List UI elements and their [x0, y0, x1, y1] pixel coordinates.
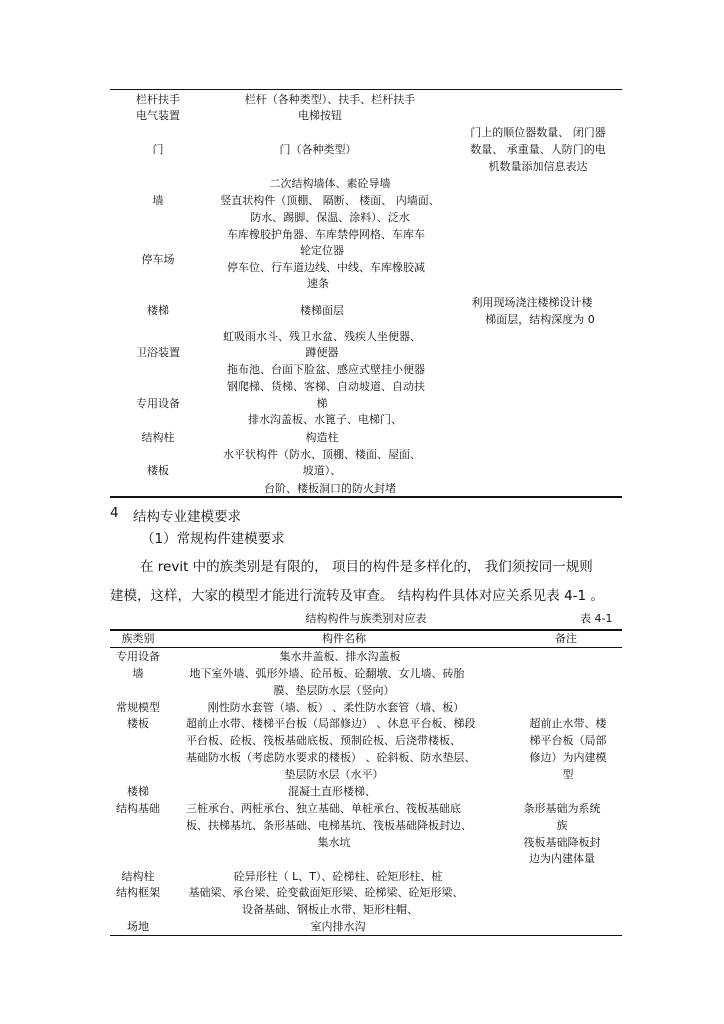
- category-cell: 专用设备: [136, 397, 180, 410]
- component-cell: 钢爬梯、货梯、客梯、自动坡道、自动扶: [227, 380, 425, 393]
- paragraph-line: 建模，这样，大家的模型才能进行流转及审查。 结构构件具体对应关系见表 4-1 。: [110, 588, 604, 604]
- table-caption: 结构构件与族类别对应表: [305, 612, 427, 625]
- note-cell: 族: [556, 819, 568, 832]
- note-cell: 数量、 承重量、人防门的电: [470, 143, 606, 156]
- category-cell: 卫浴装置: [136, 346, 180, 359]
- component-cell: 超前止水带、楼梯平台板（局部修边） 、休息平台板、梯段: [186, 717, 476, 730]
- category-cell: 墙: [132, 667, 144, 680]
- component-cell: 设备基础、钢板止水带、矩形柱帽、: [242, 903, 418, 916]
- category-cell: 墙: [152, 194, 164, 207]
- category-cell: 楼梯: [127, 785, 149, 798]
- component-cell: 砼异形柱（ L、T）、砼梯柱、砼矩形柱、桩: [233, 870, 443, 883]
- component-cell: 速条: [307, 277, 329, 290]
- category-cell: 停车场: [141, 253, 175, 266]
- category-cell: 场地: [127, 920, 149, 933]
- component-cell: 室内排水沟: [310, 920, 366, 933]
- component-cell: 基础防水板（考虑防水要求的楼板） 、砼斜板、防水垫层、: [186, 751, 476, 764]
- component-cell: 集水井盖板、排水沟盖板: [279, 650, 401, 663]
- category-cell: 电气装置: [136, 109, 180, 122]
- top-table-rule-bottom: [110, 496, 622, 498]
- category-cell: 专用设备: [116, 650, 160, 663]
- note-cell: 利用现场浇注楼梯设计楼: [471, 296, 593, 309]
- section-number: 4: [110, 505, 119, 521]
- component-cell: 竖直状构件（顶棚、 隔断、 楼面、 内墙面、: [220, 194, 440, 207]
- component-cell: 台阶、楼板洞口的防火封堵: [264, 482, 396, 495]
- note-cell: 修边）为内建模: [529, 751, 607, 764]
- component-cell: 拖布池、台面下脸盆、感应式壁挂小便器: [227, 363, 425, 376]
- component-cell: 梯: [316, 397, 328, 410]
- table-number: 表 4-1: [580, 612, 613, 625]
- component-cell: 楼梯面层: [300, 304, 344, 317]
- component-cell: 排水沟盖板、水篦子、电梯门、: [248, 413, 402, 426]
- table-rule-top: [110, 629, 622, 631]
- component-cell: 三桩承台、两桩承台、独立基础、单桩承台、筏板基础底: [186, 802, 461, 815]
- component-cell: 门（各种类型）: [279, 143, 357, 156]
- category-cell: 楼板: [127, 717, 149, 730]
- note-cell: 机数量添加信息表达: [488, 160, 588, 173]
- component-cell: 蹲便器: [305, 346, 339, 359]
- section-title: 结构专业建模要求: [133, 509, 241, 525]
- note-cell: 条形基础为系统: [523, 802, 601, 815]
- component-cell: 电梯按钮: [298, 109, 342, 122]
- category-cell: 楼梯: [147, 304, 169, 317]
- category-cell: 楼板: [147, 464, 169, 477]
- component-cell: 混凝土直形楼梯、: [288, 785, 376, 798]
- component-cell: 垫层防水层（水平）: [284, 768, 384, 781]
- component-cell: 集水坑: [317, 836, 351, 849]
- component-cell: 车库橡胶护角器、车库禁停网格、车库车: [227, 228, 425, 241]
- table-header: 族类别: [121, 632, 155, 645]
- component-cell: 停车位、行车道边线、中线、车库橡胶减: [227, 261, 425, 274]
- category-cell: 门: [152, 143, 164, 156]
- component-cell: 坡道）、: [302, 464, 342, 477]
- category-cell: 结构柱: [141, 431, 175, 444]
- component-cell: 刚性防水套管（墙、板） 、柔性防水套管（墙、板）: [207, 701, 465, 714]
- category-cell: 栏杆扶手: [136, 93, 180, 106]
- category-cell: 结构框架: [116, 886, 160, 899]
- component-cell: 轮定位器: [300, 244, 344, 257]
- note-cell: 门上的顺位器数量、 闭门器: [470, 126, 606, 139]
- subsection-title: （1）常规构件建模要求: [141, 531, 285, 547]
- component-cell: 地下室外墙、弧形外墙、砼吊板、砼翻墩、女儿墙、砖胎: [189, 667, 465, 680]
- paragraph-line: 在 revit 中的族类别是有限的， 项目的构件是多样化的， 我们须按同一规则: [140, 559, 593, 575]
- component-cell: 栏杆（各种类型）、扶手、栏杆扶手: [244, 93, 416, 106]
- category-cell: 结构柱: [121, 870, 155, 883]
- note-cell: 超前止水带、楼: [529, 717, 607, 730]
- component-cell: 板、扶梯基坑、条形基础、电梯基坑、筏板基础降板封边、: [186, 819, 472, 832]
- component-cell: 水平状构件（防水、顶棚、楼面、屋面、: [223, 448, 421, 461]
- category-cell: 常规模型: [116, 701, 160, 714]
- component-cell: 防水、踢脚、保温、涂料）、泛水: [250, 211, 410, 224]
- table-rule-bottom: [110, 935, 622, 936]
- component-cell: 构造柱: [305, 431, 339, 444]
- table-header: 备注: [555, 632, 577, 645]
- component-cell: 虹吸雨水斗、残卫水盆、残疾人坐便器、: [223, 330, 421, 343]
- note-cell: 边为内建体量: [529, 852, 595, 865]
- top-table-rule-top: [110, 89, 622, 90]
- note-cell: 筏板基础降板封: [523, 836, 601, 849]
- table-header: 构件名称: [322, 632, 366, 645]
- component-cell: 二次结构墙体、素砼导墙: [269, 177, 391, 190]
- note-cell: 型: [562, 768, 574, 781]
- table-rule-header: [110, 647, 622, 648]
- note-cell: 梯面层，结构深度为 0: [485, 313, 595, 326]
- component-cell: 平台板、砼板、筏板基础底板、预制砼板、后浇带楼板、: [186, 734, 461, 747]
- category-cell: 结构基础: [116, 802, 160, 815]
- component-cell: 膜、垫层防水层（竖向）: [273, 684, 395, 697]
- component-cell: 基础梁、承台梁、砼变截面矩形梁、砼梯梁、砼矩形梁、: [188, 886, 464, 899]
- note-cell: 梯平台板（局部: [529, 734, 607, 747]
